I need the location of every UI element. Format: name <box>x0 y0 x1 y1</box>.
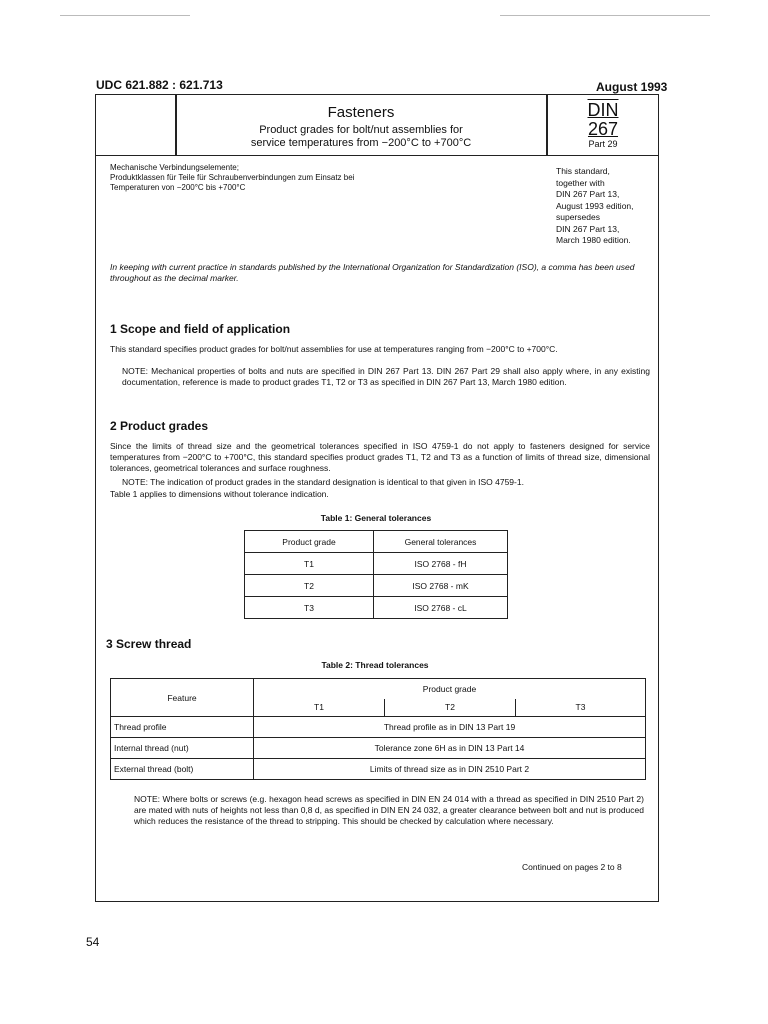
section-2-text: Since the limits of thread size and the geometrical tolerances specified in ISO 4759-1 do not apply to fasteners designed for service temperatures from −200°C to +700°C, this standard specifies product grades T1, T2 and T3 as a function of limits of thread size, dimensional tolerances, geometrical tolerances and surface roughness. <box>110 441 650 473</box>
din-part: Part 29 <box>588 139 618 149</box>
table-row <box>245 575 508 597</box>
din-number: 267 <box>587 119 619 139</box>
table-cell: Internal thread (nut) <box>111 738 254 759</box>
din-label: DIN <box>587 100 619 120</box>
grade-header <box>385 699 516 717</box>
page-number: 54 <box>86 935 100 949</box>
table-cell: ISO 2768 - cL <box>374 597 508 619</box>
table-row <box>245 553 508 575</box>
scan-artifact <box>60 15 190 16</box>
german-line: Temperaturen von −200°C bis +700°C <box>110 183 246 192</box>
column-header: Product grade <box>254 679 646 699</box>
document-subtitle <box>176 124 546 150</box>
table-cell: External thread (bolt) <box>111 759 254 780</box>
supersedes-line: supersedes <box>556 212 600 222</box>
table-row <box>245 597 508 619</box>
table-header-row <box>245 531 508 553</box>
section-1-text: This standard specifies product grades for bolt/nut assemblies for use at temperatures ranging from −200°C to +700°C. <box>110 344 558 354</box>
table-cell: T1 <box>245 553 374 575</box>
table-2-caption: Table 2: Thread tolerances <box>321 660 429 670</box>
supersedes-line: together with <box>556 177 605 188</box>
table-cell: Tolerance zone 6H as in DIN 13 Part 14 <box>254 738 646 759</box>
table-cell: Thread profile as in DIN 13 Part 19 <box>254 717 646 738</box>
german-line: Mechanische Verbindungselemente; <box>110 163 239 172</box>
supersedes-line: DIN 267 Part 13, <box>556 223 620 234</box>
table-header-row <box>111 679 646 699</box>
grade-label: T3 <box>575 702 586 713</box>
table-1-caption: Table 1: General tolerances <box>320 513 432 523</box>
grade-header <box>254 699 385 717</box>
column-header: General tolerances <box>374 531 508 553</box>
section-1-note: NOTE: Mechanical properties of bolts and nuts are specified in DIN 267 Part 13. DIN 267 Part 29 shall also apply where, in any existing documentation, reference is made to product grades T1, T2 or T3 as specified in DIN 267 Part 13, March 1980 edition. <box>122 366 650 387</box>
table-cell: Limits of thread size as in DIN 2510 Part 2 <box>254 759 646 780</box>
table-cell: ISO 2768 - fH <box>374 553 508 575</box>
section-3-heading: 3 Screw thread <box>106 637 192 651</box>
section-2-note: NOTE: The indication of product grades in the standard designation is identical to that given in ISO 4759-1. <box>122 477 524 487</box>
document-title: Fasteners <box>327 104 395 121</box>
grade-header <box>516 699 646 717</box>
continued-note: Continued on pages 2 to 8 <box>522 862 622 872</box>
scan-artifact <box>500 15 710 16</box>
supersedes-line: DIN 267 Part 13, <box>556 189 620 199</box>
udc-code: UDC 621.882 : 621.713 <box>96 78 223 92</box>
supersedes-line: August 1993 edition, <box>556 200 634 211</box>
table-row <box>111 717 646 738</box>
din-designation <box>548 101 658 149</box>
section-3-note: NOTE: Where bolts or screws (e.g. hexagon head screws as specified in DIN EN 24 014 with a thread as specified in DIN 2510 Part 2) are mated with nuts of heights not less than 0,8 d, as specified in DIN EN 24 032, a greater clearance between bolt and nut is produced which reduces the resistance of the thread to stripping. This should be checked by calculation where necessary. <box>134 794 644 826</box>
subtitle-line: service temperatures from −200°C to +700°C <box>250 137 472 149</box>
column-header: Product grade <box>245 531 374 553</box>
column-header: Feature <box>111 679 254 717</box>
iso-decimal-note: In keeping with current practice in standards published by the International Organization for Standardization (ISO), a comma has been used throughout as the decimal marker. <box>110 262 635 283</box>
table-1 <box>244 530 508 619</box>
publication-date: August 1993 <box>596 80 668 94</box>
subtitle-line: Product grades for bolt/nut assemblies for <box>259 124 463 136</box>
german-line: Produktklassen für Teile für Schraubenverbindungen zum Einsatz bei <box>110 173 355 182</box>
table-cell: Thread profile <box>111 717 254 738</box>
table-cell: ISO 2768 - mK <box>374 575 508 597</box>
table-cell: T3 <box>245 597 374 619</box>
grade-label: T1 <box>314 702 324 713</box>
table-2 <box>110 678 646 780</box>
supersedes-note <box>556 166 656 247</box>
section-1-heading: 1 Scope and field of application <box>110 322 291 336</box>
table-cell: T2 <box>245 575 374 597</box>
table-1-reference: Table 1 applies to dimensions without tolerance indication. <box>110 489 329 499</box>
table-row <box>111 738 646 759</box>
grade-label: T2 <box>445 702 455 713</box>
table-row <box>111 759 646 780</box>
supersedes-line: March 1980 edition. <box>556 235 631 245</box>
section-2-heading: 2 Product grades <box>110 419 209 433</box>
supersedes-line: This standard, <box>556 166 610 176</box>
german-title <box>110 163 530 193</box>
